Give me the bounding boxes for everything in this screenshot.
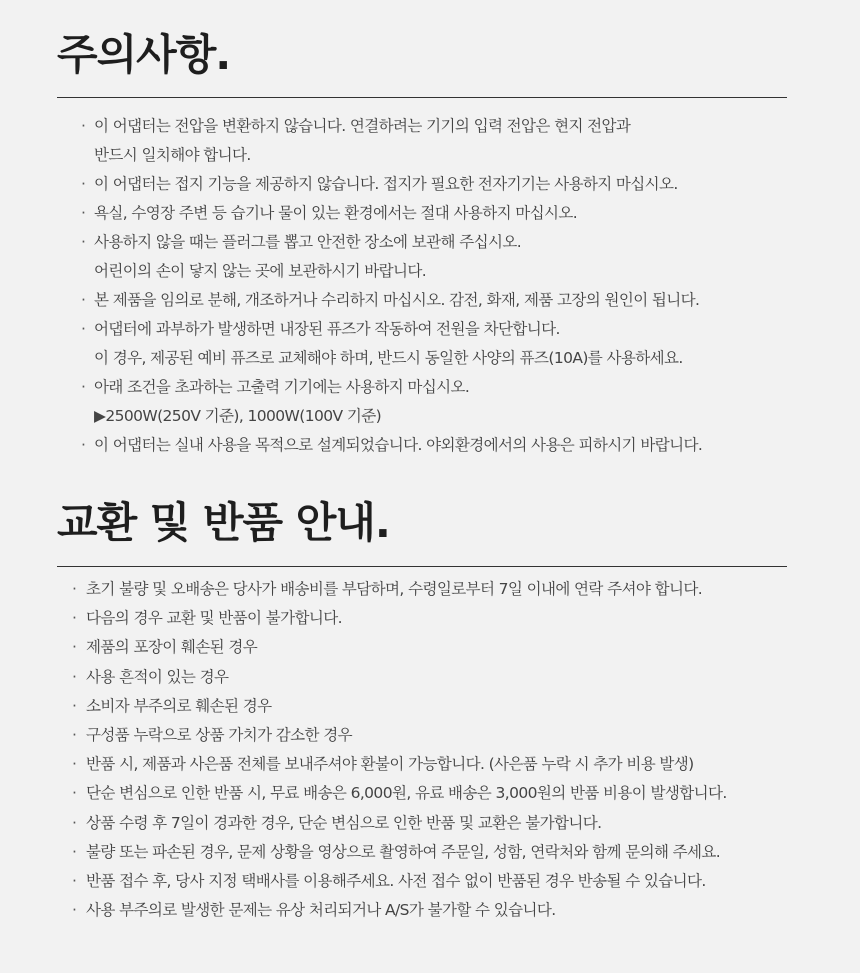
caution-item	[57, 315, 817, 373]
caution-list	[57, 112, 817, 460]
returns-item-text: 다음의 경우 교환 및 반품이 불가합니다.	[86, 609, 342, 628]
returns-item-text: 제품의 포장이 훼손된 경우	[86, 638, 258, 657]
caution-item-text: 반드시 일치해야 합니다.	[94, 146, 251, 164]
caution-item	[57, 286, 817, 315]
bullet-icon: ·	[72, 667, 77, 686]
bullet-icon: ·	[72, 784, 77, 803]
returns-item	[57, 750, 817, 779]
caution-item-text: 어댑터에 과부하가 발생하면 내장된 퓨즈가 작동하여 전원을 차단합니다.	[94, 320, 560, 338]
returns-section	[57, 498, 787, 920]
bullet-icon: ·	[81, 175, 86, 193]
returns-item-text: 사용 흔적이 있는 경우	[86, 667, 229, 686]
bullet-icon: ·	[81, 378, 86, 396]
bullet-icon: ·	[81, 204, 86, 222]
caution-divider	[57, 97, 787, 98]
caution-item-text: 본 제품을 임의로 분해, 개조하거나 수리하지 마십시오. 감전, 화재, 제품 고장의 원인이 됩니다.	[94, 291, 700, 309]
returns-title: 교환 및 반품 안내.	[57, 498, 390, 547]
caution-item	[57, 112, 817, 170]
bullet-icon: ·	[72, 580, 77, 598]
bullet-icon: ·	[72, 755, 77, 774]
bullet-icon: ·	[81, 233, 86, 251]
returns-item	[57, 575, 817, 604]
bullet-icon: ·	[72, 696, 77, 715]
caution-section	[57, 30, 787, 454]
bullet-icon: ·	[72, 638, 77, 657]
caution-item-text: 사용하지 않을 때는 플러그를 뽑고 안전한 장소에 보관해 주십시오.	[94, 233, 522, 251]
caution-item	[57, 199, 817, 228]
caution-item	[57, 431, 817, 460]
returns-item-text: 불량 또는 파손된 경우, 문제 상황을 영상으로 촬영하여 주문일, 성함, 연락처와 함께 문의해 주세요.	[86, 842, 721, 861]
returns-item-text: 초기 불량 및 오배송은 당사가 배송비를 부담하며, 수령일로부터 7일 이내에 연락 주셔야 합니다.	[86, 580, 703, 598]
returns-item	[57, 721, 817, 750]
caution-item	[57, 228, 817, 286]
returns-item	[57, 663, 817, 692]
caution-item-text: 이 어댑터는 실내 사용을 목적으로 설계되었습니다. 야외환경에서의 사용은 피하시기 바랍니다.	[94, 436, 703, 454]
caution-item-text: 어린이의 손이 닿지 않는 곳에 보관하시기 바랍니다.	[94, 262, 427, 280]
caution-item	[57, 373, 817, 431]
bullet-icon: ·	[72, 609, 77, 628]
caution-title: 주의사항.	[57, 30, 231, 79]
caution-item-text: 이 어댑터는 전압을 변환하지 않습니다. 연결하려는 기기의 입력 전압은 현지 전압과	[94, 117, 631, 135]
returns-item-text: 사용 부주의로 발생한 문제는 유상 처리되거나 A/S가 불가할 수 있습니다.	[86, 901, 556, 920]
returns-item	[57, 838, 817, 867]
bullet-icon: ·	[72, 726, 77, 745]
returns-item	[57, 779, 817, 808]
returns-item-text: 단순 변심으로 인한 반품 시, 무료 배송은 6,000원, 유료 배송은 3,000원의 반품 비용이 발생합니다.	[86, 784, 727, 803]
bullet-icon: ·	[81, 117, 86, 135]
returns-item-text: 반품 시, 제품과 사은품 전체를 보내주셔야 환불이 가능합니다. (사은품 누락 시 추가 비용 발생)	[86, 755, 694, 774]
returns-item	[57, 604, 817, 633]
returns-item-text: 구성품 누락으로 상품 가치가 감소한 경우	[86, 726, 352, 745]
caution-item	[57, 170, 817, 199]
returns-item	[57, 633, 817, 662]
returns-list	[57, 575, 817, 925]
bullet-icon: ·	[81, 320, 86, 338]
returns-item-text: 반품 접수 후, 당사 지정 택배사를 이용해주세요. 사전 접수 없이 반품된 경우 반송될 수 있습니다.	[86, 872, 706, 891]
returns-item	[57, 867, 817, 896]
bullet-icon: ·	[72, 842, 77, 861]
bullet-icon: ·	[72, 872, 77, 891]
bullet-icon: ·	[72, 901, 77, 920]
caution-item-text: 이 어댑터는 접지 기능을 제공하지 않습니다. 접지가 필요한 전자기기는 사용하지 마십시오.	[94, 175, 678, 193]
bullet-icon: ·	[72, 813, 77, 832]
caution-item-text: 이 경우, 제공된 예비 퓨즈로 교체해야 하며, 반드시 동일한 사양의 퓨즈(10A)를 사용하세요.	[94, 349, 683, 367]
returns-item	[57, 896, 817, 925]
returns-divider	[57, 566, 787, 567]
bullet-icon: ·	[81, 436, 86, 454]
caution-item-text: 욕실, 수영장 주변 등 습기나 물이 있는 환경에서는 절대 사용하지 마십시오.	[94, 204, 578, 222]
returns-item-text: 소비자 부주의로 훼손된 경우	[86, 696, 272, 715]
caution-item-text: ▶2500W(250V 기준), 1000W(100V 기준)	[94, 407, 382, 425]
caution-item-text: 아래 조건을 초과하는 고출력 기기에는 사용하지 마십시오.	[94, 378, 470, 396]
bullet-icon: ·	[81, 291, 86, 309]
returns-item	[57, 809, 817, 838]
returns-item-text: 상품 수령 후 7일이 경과한 경우, 단순 변심으로 인한 반품 및 교환은 불가합니다.	[86, 813, 602, 832]
returns-item	[57, 692, 817, 721]
